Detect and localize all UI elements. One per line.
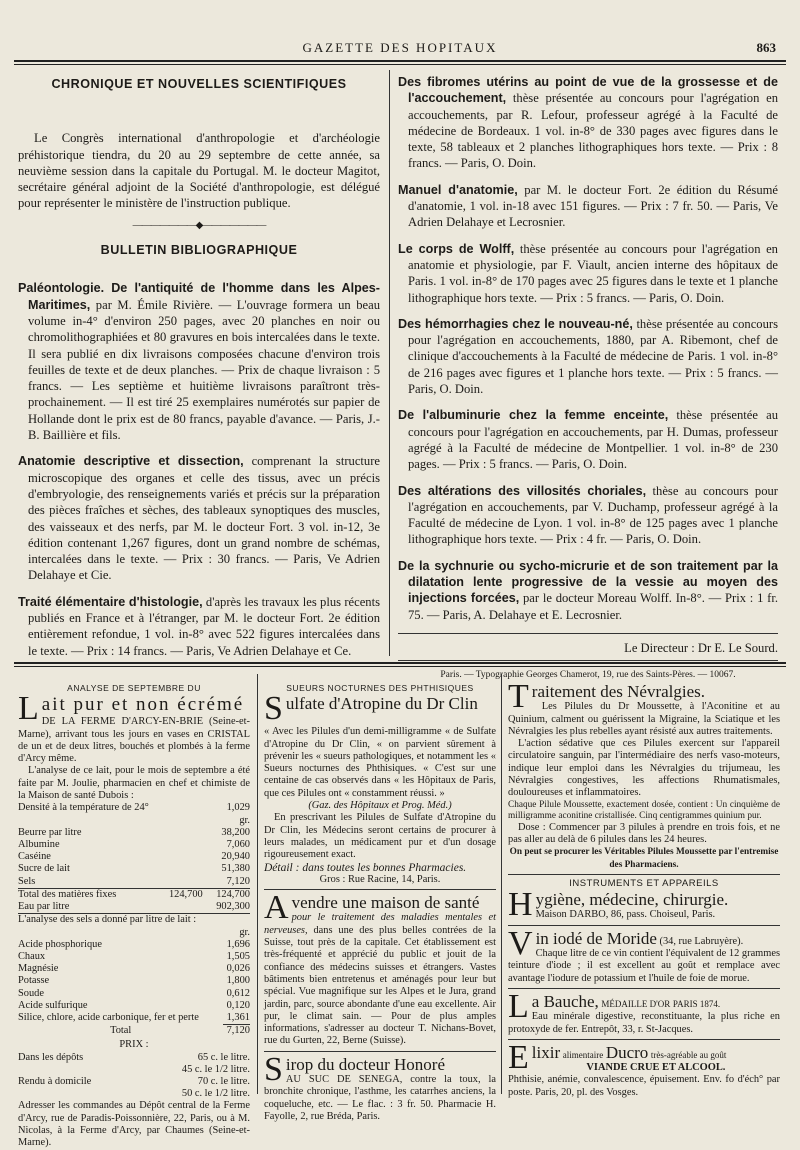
page-header (14, 36, 786, 58)
drop-cap: A (264, 889, 289, 927)
table-value: 45 c. le 1/2 litre. (181, 1063, 250, 1075)
book-entry (18, 280, 380, 443)
director-signature: Le Directeur : Dr E. Le Sourd. (624, 640, 778, 655)
table-value: 902,300 (216, 901, 250, 912)
table-value: 124,700 (168, 888, 203, 900)
book-entry-title: Des altérations des villosités choriales, (398, 483, 647, 498)
advert-caption: ANALYSE DE SEPTEMBRE DU (67, 683, 201, 693)
table-value: 70 c. le litre. (197, 1076, 250, 1088)
table-label: Chaux (18, 950, 46, 962)
ornament-divider: ―――――――◆――――――― (132, 219, 266, 231)
table-value: 20,940 (221, 851, 250, 863)
advert-text: Adresser les commandes au Dépôt central de la Ferme d'Arcy, rue de Paradis-Poissonnière, 22, Paris, ou à M. Nicolas, à la Ferme d'Arcy, par Chaumes (Seine-et-Marne). (18, 1100, 250, 1149)
advert-title: ulfate d'Atropine du Dr Clin (285, 694, 478, 714)
advert-text: Chaque Pilule Moussette, exactement dosée, contient : Un cinquième de milligramme aconitine cristallisée. Cinq centigrammes quinium pur. (508, 799, 780, 821)
table-value: 38,200 (221, 826, 250, 838)
advert-title: vendre une maison de santé (291, 893, 480, 913)
advert-title: a Bauche, (531, 991, 599, 1011)
drop-cap: V (508, 924, 533, 962)
page-number: 863 (756, 40, 776, 55)
drop-cap: E (508, 1038, 529, 1076)
unit-label: gr. (239, 926, 250, 938)
book-entry-title: De la sychnurie ou sycho-micrurie et de son traitement par la dilatation lente progressive de la vessie au moyen des injections forcées, (398, 558, 778, 606)
advert-lait-arcy (18, 682, 250, 1150)
header-rule-thin (14, 64, 786, 65)
ads-divider (257, 674, 258, 1094)
price-table (18, 1052, 250, 1101)
book-entry (398, 182, 778, 231)
book-entry-title: Manuel d'anatomie, (398, 182, 518, 197)
column-divider (389, 70, 390, 656)
table-label: Caséine (18, 851, 51, 863)
running-title: GAZETTE DES HOPITAUX (302, 40, 498, 55)
salts-table (18, 927, 250, 1038)
advert-text: Dose : Commencer par 3 pilules à prendre en trois fois, et ne pas aller au delà de 6 pilules dans les 24 heures. (508, 821, 780, 845)
book-entry-text: par le docteur Moreau Wolff. In-8°. — Prix : 1 fr. 75. — Paris, A. Delahaye et E. Lecrosnier. (408, 591, 778, 622)
book-entry-title: De l'albuminurie chez la femme enceinte, (398, 408, 669, 423)
advert-text: « Avec les Pilules d'un demi-milligramme « de Sulfate d'Atropine du Dr Clin, « on parvient sûrement à prévenir les « sueurs pathologiques, et notamment les « Sueurs nocturnes des Phthisiques. « C'est sur une centaine de cas observés dans « les Hôpitaux de Paris, que ces Pilules ont « constamment réussi. » (264, 726, 496, 799)
ads-divider (501, 674, 502, 1094)
advert-middle-column (264, 682, 496, 1123)
table-value: 7,120 (226, 875, 250, 887)
advert-text: Eau minérale digestive, reconstituante, la plus riche en protoxyde de fer. Entrepôt, 33, r. St-Jacques. (508, 1011, 780, 1035)
price-heading: PRIX : (119, 1039, 149, 1051)
header-rule (14, 60, 786, 62)
section-title-chronique: CHRONIQUE ET NOUVELLES SCIENTIFIQUES (51, 77, 347, 91)
book-entry (398, 316, 778, 397)
table-label: Eau par litre (18, 901, 70, 912)
advert-source: (Gaz. des Hôpitaux et Prog. Méd.) (308, 800, 452, 812)
advert-title: lixir (531, 1042, 561, 1062)
ads-top-rule (14, 662, 786, 664)
table-value: 1,800 (226, 975, 250, 987)
drop-cap: S (264, 1050, 283, 1088)
advert-text: très-agréable au goût (650, 1049, 727, 1060)
printer-imprint: Paris. — Typographie Georges Chamerot, 19, rue des Saints-Pères. — 10067. (440, 670, 736, 681)
book-entry-text: thèse présentée au concours pour l'agrégation en accouchements, par H. Dumas, professeur agrégé à la Faculté de médecine de Montpellier. 1 vol. in-8° de 230 pages. — Prix : 5 francs. — Paris, O. Doin. (408, 408, 778, 472)
advert-title: ygiène, médecine, chirurgie. (535, 890, 729, 910)
table-label: Potasse (18, 975, 50, 987)
table-label: Acide sulfurique (18, 999, 88, 1011)
book-entry (398, 74, 778, 172)
table-label: Beurre par litre (18, 826, 82, 838)
table-value: 124,700 (216, 888, 250, 900)
table-label: Total des matières fixes (18, 888, 117, 900)
table-label (18, 1088, 138, 1100)
table-label: Sucre de lait (18, 863, 70, 875)
book-entry (18, 453, 380, 583)
table-label: Albumine (18, 838, 60, 850)
advert-text: dans une des plus belles contrées de la Suisse, tout près de la capitale. Cet établissement est très-fréquenté et apprécié du public et jouit de la confiance des médecins suisses et étrangers. Vastes bâtiments bien entretenus et aménagés pour leur but spécial. Vue magnifique sur les Alpes et le Jura, grand jardin, parc, source abondante d'une eau excellente. Air pur, le climat sain. — Pour de plus amples informations, s'adresser au docteur T. Nichans-Bovet, rue du Gurten, 22, Berne (Suisse). (264, 924, 496, 1047)
advert-text: Phthisie, anémie, convalescence, épuisement. Env. fo d'éch° par poste. Paris, 20, pl. des Vosges. (508, 1074, 780, 1098)
table-value: 50 c. le 1/2 litre. (181, 1088, 250, 1100)
book-entry-text: thèse présentée au concours pour l'agrégation en accouchements, 1880, par A. Ribemont, chef de clinique d'accouchements à la Faculté de médecine de Paris. 1 vol. in-8° de 216 pages avec figures et 1 planche hors texte. — Prix : 5 francs. — Paris, O. Doin. (408, 316, 778, 397)
advert-text: En prescrivant les Pilules de Sulfate d'Atropine du Dr Clin, les Médecins seront certains de procurer à leurs malades, un médicament pur et d'un dosage rigoureusement exact. (264, 812, 496, 861)
book-entry (18, 594, 380, 659)
advert-text: Chaque litre de ce vin contient l'équivalent de 12 grammes teinture d'iode ; il est excellent au goût et remplace avec avantage l'iodure de potassium et l'huile de foie de morue. (508, 948, 780, 984)
table-value: 1,505 (226, 950, 250, 962)
table-label (18, 1064, 138, 1076)
chronique-paragraph: Le Congrès international d'anthropologie et d'archéologie préhistorique tiendra, du 20 au 29 septembre de cette année, sa neuvième session dans la capitale du Portugal. M. le docteur Magitot, secrétaire général adjoint de la Société d'anthropologie, est délégué pour représenter le ministère de l'instruction publique. (18, 131, 380, 211)
book-entry (398, 407, 778, 472)
advert-text: AU SUC DE SENEGA, contre la toux, la bronchite chronique, l'asthme, les catarrhes anciens, la coqueluche, etc. — Le flac. : 3 fr. 50. Pharmacie H. Fayolle, 2, rue Bréda, Paris. (264, 1074, 496, 1122)
section-title-bulletin: BULLETIN BIBLIOGRAPHIQUE (100, 243, 298, 258)
unit-label: gr. (239, 814, 250, 826)
table-label: Total (110, 1024, 132, 1036)
drop-cap: L (508, 987, 529, 1025)
drop-cap: S (264, 690, 283, 728)
drop-cap: L (18, 690, 39, 728)
advert-address: (34, rue Labruyère). (659, 935, 744, 947)
advert-text: L'action sédative que ces Pilules exercent sur l'appareil circulatoire sanguin, par l'intermédiaire des nerfs vaso-moteurs, indique leur emploi dans les Névralgies du trijumeau, les Névralgies congestives, les affections Rhumatismales, douloureuses et inflammatoires. (508, 738, 780, 799)
advert-year: PARIS 1874. (672, 998, 721, 1009)
table-value: 0,120 (226, 999, 250, 1011)
advert-text: Les Pilules du Dr Moussette, à l'Aconitine et au Quinium, calment ou guérissent la Migraine, la Sciatique et les Névralgies les plus rebelles ayant résisté aux autres traitements. (508, 701, 780, 737)
book-entry-text: d'après les travaux les plus récents publiés en France et à l'étranger, par M. le docteur Fort. 2e édition entièrement refondue, 1 vol. in-8° avec 522 figures intercalées dans le texte. — Prix : 14 francs. — Paris, Ve Adrien Delahaye et Ce. (28, 594, 380, 658)
advert-caption: SUEURS NOCTURNES DES PHTHISIQUES (286, 683, 474, 693)
advert-text: Détail : dans toutes les bonnes Pharmacies. (264, 861, 467, 874)
advert-text: Gros : Rue Racine, 14, Paris. (319, 873, 441, 885)
analysis-total (18, 888, 250, 914)
table-label: Soude (18, 987, 44, 999)
book-entry (398, 483, 778, 548)
table-value: 7,060 (226, 838, 250, 850)
advert-title: irop du docteur Honoré (285, 1054, 446, 1074)
left-column (18, 76, 380, 669)
book-entry-title: Des hémorrhagies chez le nouveau-né, (398, 316, 633, 331)
book-entry-title: Le corps de Wolff, (398, 241, 515, 256)
table-value: 0,612 (226, 987, 250, 999)
advert-text: L'analyse de ce lait, pour le mois de septembre a été faite par M. Joulie, pharmacien en chef et chimiste de la Maison de santé Dubois : (18, 765, 250, 802)
book-entry-title: Anatomie descriptive et dissection, (18, 454, 244, 469)
book-entry-title: Des fibromes utérins au point de vue de la grossesse et de l'accouchement, (398, 75, 778, 106)
right-column (398, 74, 778, 684)
advert-text: DE LA FERME D'ARCY-EN-BRIE (Seine-et-Marne), arrivant tous les jours en vases en CRISTAL de un et de deux litres, bouchés et plombés à la ferme d'Arcy même. (18, 716, 250, 765)
table-label: Dans les dépôts (18, 1051, 84, 1063)
book-entry-text: thèse présentée au concours pour l'agrégation en anatomie et physiologie, par F. Viault, ancien interne des hôpitaux de Paris. 1 vol. in-8° de 170 pages avec 25 figures dans le texte et 1 planche lithographique hors texte. — Prix : 5 francs. — Paris, O. Doin. (408, 241, 778, 305)
book-entry-text: par M. Émile Rivière. — L'ouvrage formera un beau volume in-4° d'environ 250 pages, avec 20 planches en noir ou chromolithographiées et 80 gravures en bois intercalées dans le texte. Il sera publié en dix livraisons composées chacune d'environ trois feuilles de texte et de deux planches. — Prix de chaque livraison : 5 francs. — Les septième et huitième livraisons paraîtront très-prochainement. — Il est tiré 25 exemplaires numérotés sur papier de Hollande dont le prix est de 80 francs, payable d'avance. — Paris, J.-B. Baillière et fils. (28, 297, 380, 443)
book-entry-text: thèse présentée au concours pour l'agrégation en accouchements, par R. Lefour, professeur agrégé à la Faculté de médecine de Bordeaux. 1 vol. in-8° de 330 pages avec figures dans le texte, 58 tableaux et 2 planches lithographiques hors texte. — Prix : 8 francs. — Paris, O. Doin. (408, 91, 778, 171)
book-entry-text: comprenant la structure microscopique des organes et celle des tissus, avec un précis d'embryologie, des renseignements variés et précis sur la préparation des pièces fraîches et sèches, des tableaux synoptiques des muscles, des vaisseaux et des nerfs, par M. le docteur Fort. 3 vol. in-12, 3e édition contenant 1,267 figures, dont un grand nombre de schémas, intercalées dans le texte. — Prix : 30 francs. — Paris, Ve Adrien Delahaye et Cie. (28, 454, 380, 583)
advert-title: in iodé de Moride (535, 928, 657, 948)
advert-title: ait pur et non écrémé (41, 694, 245, 716)
drop-cap: H (508, 886, 533, 924)
advert-medal: MÉDAILLE D'OR (601, 998, 671, 1009)
table-value: 1,696 (226, 938, 250, 950)
table-label: Densité à la température de 24° (18, 802, 149, 814)
table-label: Silice, chlore, acide carbonique, fer et perte (18, 1012, 199, 1024)
book-entry-title: Traité élémentaire d'histologie, (18, 594, 203, 609)
table-value: 7,120 (223, 1025, 250, 1038)
table-value: 1,361 (226, 1011, 250, 1023)
table-value: 0,026 (226, 963, 250, 975)
table-value: 1,029 (226, 802, 250, 814)
advert-subtitle: pour le traitement des maladies mentales et nerveuses, (264, 912, 496, 936)
advert-caption: INSTRUMENTS ET APPAREILS (569, 877, 719, 889)
advert-right-column (508, 678, 780, 1099)
book-entry-text: par M. le docteur Fort. 2e édition du Résumé d'anatomie, 1 vol. in-18 avec 151 figures. — Prix : 7 fr. 50. — Paris, Ve Adrien Delahaye et Lecrosnier. (408, 182, 778, 230)
drop-cap: T (508, 678, 529, 715)
book-entry (398, 558, 778, 623)
analysis-table (18, 802, 250, 887)
book-entry-title: Paléontologie. De l'antiquité de l'homme dans les Alpes-Maritimes, (18, 281, 380, 312)
table-value: 51,380 (221, 863, 250, 875)
advert-brand: Ducro (605, 1042, 649, 1062)
advert-text: Maison DARBO, 86, pass. Choiseul, Paris. (535, 909, 716, 921)
ads-top-rule-thin (14, 666, 786, 667)
table-label: Rendu à domicile (18, 1076, 92, 1088)
book-entry-text: thèse au concours pour l'agrégation en accouchements, par V. Duchamp, professeur agrégé à la Faculté de médecine de Lyon. 1 vol. in-8° de 125 pages avec 1 planche lithographique hors texte. — Prix : 4 fr. — Paris, O. Doin. (408, 483, 778, 547)
table-value: 65 c. le litre. (197, 1051, 250, 1063)
table-label: Acide phosphorique (18, 938, 102, 950)
table-label: Sels (18, 875, 36, 887)
book-entry (398, 241, 778, 306)
advert-text: L'analyse des sels a donné par litre de lait : (18, 914, 197, 926)
table-label: Magnésie (18, 963, 59, 975)
advert-subtitle: VIANDE CRUE ET ALCOOL. (586, 1062, 726, 1074)
advert-title: raitement des Névralgies. (531, 682, 706, 701)
advert-text: alimentaire (562, 1049, 604, 1060)
advert-text: On peut se procurer les Véritables Pilules Moussette par l'entremise des Pharmaciens. (509, 847, 779, 870)
